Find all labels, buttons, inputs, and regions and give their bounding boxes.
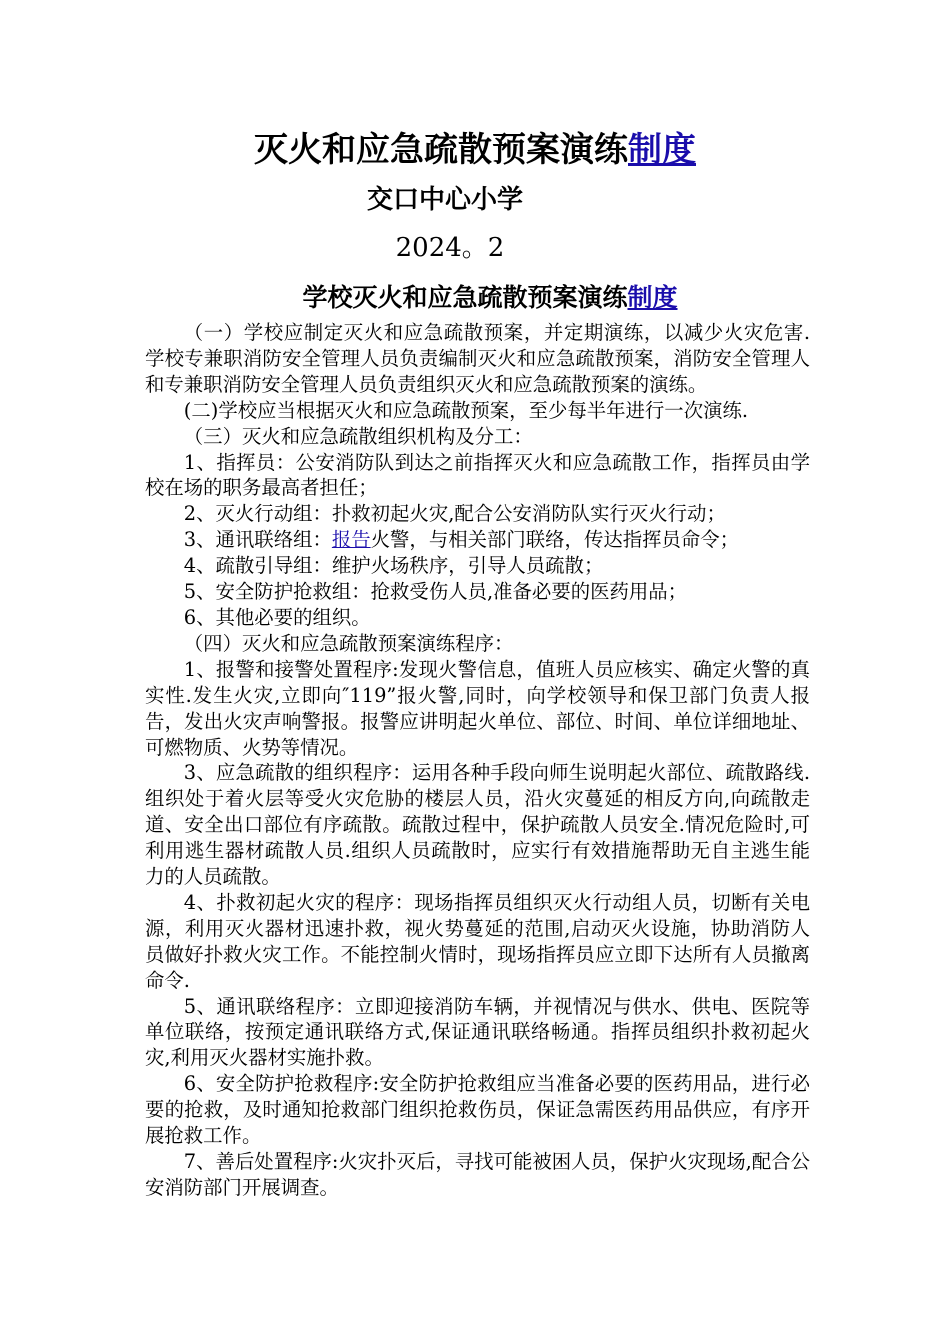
paragraph-with-link (145, 527, 810, 553)
section-title (0, 280, 950, 316)
title-text: 灭火和应急疏散预案演练 (254, 130, 628, 170)
school-name: 交口中心小学 (366, 185, 523, 215)
paragraph: 5、安全防护抢救组：抢救受伤人员,准备必要的医药用品； (183, 580, 688, 604)
paragraph: 4、疏散引导组：维护火场秩序，引导人员疏散； (183, 554, 604, 578)
paragraph-text: 火警，与相关部门联络，传达指挥员命令； (370, 528, 740, 552)
paragraph: 1、报警和接警处置程序:发现火警信息，值班人员应核实、确定火警的真实性.发生火灾,立即向″119”报火警,同时，向学校领导和保卫部门负责人报告，发出火灾声响警报。报警应讲明起火单位、部位、时间、单位详细地址、可燃物质、火势等情况。 (145, 657, 810, 759)
paragraph: 6、其他必要的组织。 (183, 605, 371, 629)
report-link[interactable]: 报告 (331, 528, 371, 552)
paragraph: 1、指挥员：公安消防队到达之前指挥灭火和应急疏散工作，指挥员由学校在场的职务最高者担任； (145, 450, 810, 500)
section-title-text: 学校灭火和应急疏散预案演练 (302, 283, 628, 312)
paragraph: 3、应急疏散的组织程序：运用各种手段向师生说明起火部位、疏散路线.组织处于着火层等受火灾危胁的楼层人员，沿火灾蔓延的相反方向,向疏散走道、安全出口部位有序疏散。疏散过程中，保护疏散人员安全.情况危险时,可利用逃生器材疏散人员.组织人员疏散时，应实行有效措施帮助无自主逃生能力的人员疏散。 (145, 761, 810, 889)
paragraph: 2、灭火行动组：扑救初起火灾,配合公安消防队实行灭火行动； (183, 502, 726, 526)
paragraph: 6、安全防护抢救程序:安全防护抢救组应当准备必要的医药用品，进行必要的抢救，及时通知抢救部门组织抢救伤员，保证急需医药用品供应，有序开展抢救工作。 (145, 1072, 810, 1148)
document-date: 2024。2 (395, 233, 505, 263)
paragraph: 7、善后处置程序:火灾扑灭后，寻找可能被困人员，保护火灾现场,配合公安消防部门开展调查。 (145, 1150, 810, 1199)
paragraph-text: 3、通讯联络组： (183, 528, 332, 552)
paragraph: （三）灭火和应急疏散组织机构及分工： (183, 424, 533, 448)
paragraph: （一）学校应制定灭火和应急疏散预案，并定期演练，以减少火灾危害.学校专兼职消防安全管理人员负责编制灭火和应急疏散预案，消防安全管理人和专兼职消防安全管理人员负责组织灭火和应急疏散预案的演练。 (145, 321, 810, 396)
paragraph: (二)学校应当根据灭火和应急疏散预案，至少每半年进行一次演练. (183, 398, 749, 422)
paragraph: 5、通讯联络程序：立即迎接消防车辆，并视情况与供水、供电、医院等单位联络，按预定通讯联络方式,保证通讯联络畅通。指挥员组织扑救初起火灾,利用灭火器材实施扑救。 (145, 994, 810, 1070)
document-title (0, 128, 950, 172)
paragraph: （四）灭火和应急疏散预案演练程序： (183, 631, 514, 655)
paragraph: 4、扑救初起火灾的程序：现场指挥员组织灭火行动组人员，切断有关电源，利用灭火器材迅速扑救，视火势蔓延的范围,启动灭火设施，协助消防人员做好扑救火灾工作。不能控制火情时，现场指挥员应立即下达所有人员撤离命令. (145, 890, 810, 992)
document-body (145, 320, 810, 1201)
title-link-zhidu[interactable]: 制度 (628, 130, 696, 170)
section-title-link-zhidu[interactable]: 制度 (627, 283, 678, 312)
